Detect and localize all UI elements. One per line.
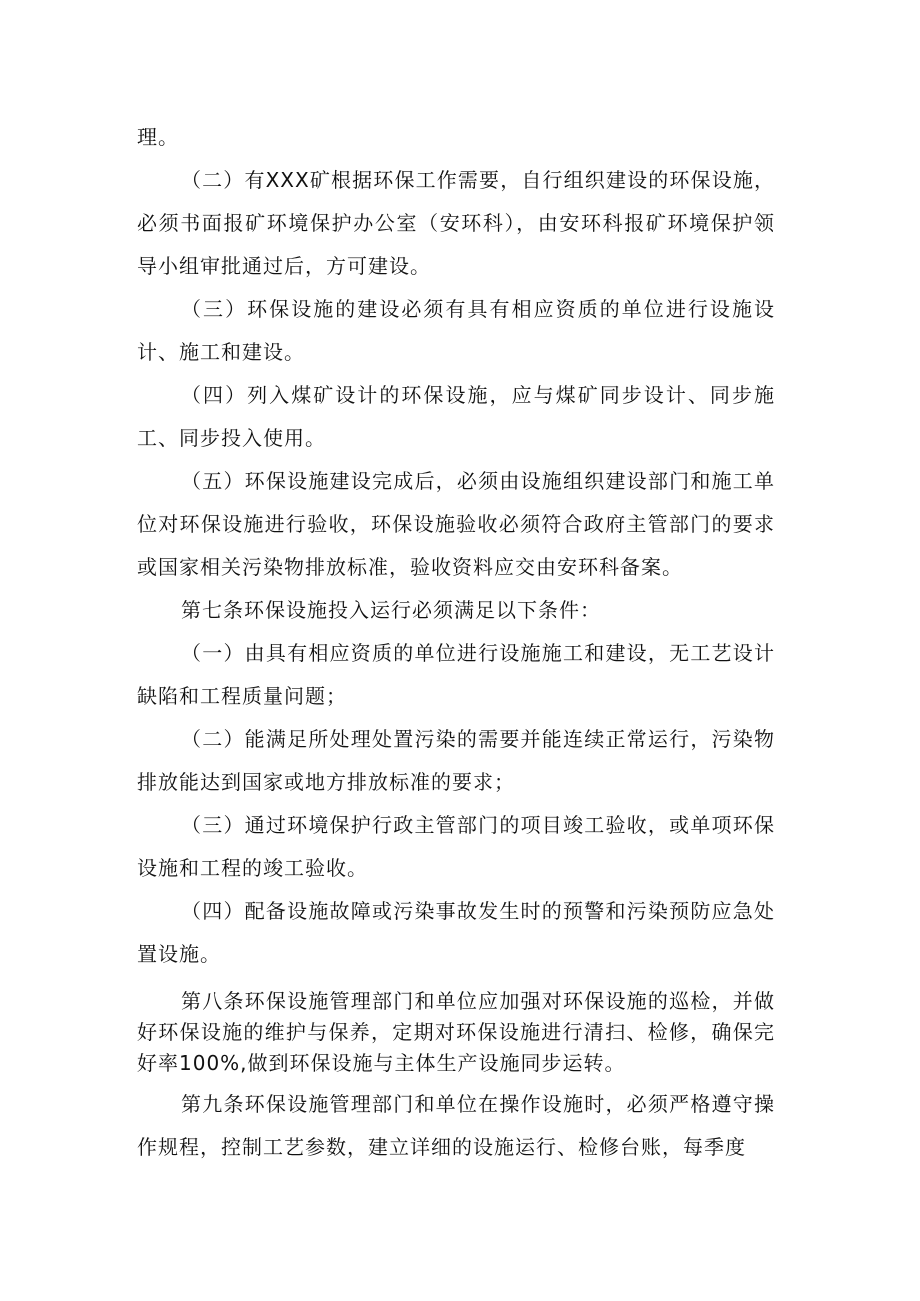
paragraph-continuation: 理。	[137, 125, 179, 149]
document-body	[137, 116, 775, 1169]
article-7-item-2: （二）能满足所处理处置污染的需要并能连续正常运行，污染物排放能达到国家或地方排放标准的要求；	[137, 727, 775, 794]
article-8: 第八条环保设施管理部门和单位应加强对环保设施的巡检，并做好环保设施的维护与保养，定期对环保设施进行清扫、检修，确保完好率100%,做到环保设施与主体生产设施同步运转。	[137, 989, 775, 1075]
paragraph-item-5: （五）环保设施建设完成后，必须由设施组织建设部门和施工单位对环保设施进行验收，环保设施验收必须符合政府主管部门的要求或国家相关污染物排放标准，验收资料应交由安环科备案。	[137, 469, 775, 579]
paragraph-item-2: （二）有XXX矿根据环保工作需要，自行组织建设的环保设施，必须书面报矿环境保护办公室（安环科），由安环科报矿环境保护领导小组审批通过后，方可建设。	[137, 168, 775, 278]
article-9: 第九条环保设施管理部门和单位在操作设施时，必须严格遵守操作规程，控制工艺参数，建立详细的设施运行、检修台账，每季度	[137, 1092, 775, 1159]
paragraph-item-4: （四）列入煤矿设计的环保设施，应与煤矿同步设计、同步施工、同步投入使用。	[137, 383, 775, 450]
article-7-item-4: （四）配备设施故障或污染事故发生时的预警和污染预防应急处置设施。	[137, 899, 775, 966]
paragraph-item-3: （三）环保设施的建设必须有具有相应资质的单位进行设施设计、施工和建设。	[137, 297, 775, 364]
article-7-item-1: （一）由具有相应资质的单位进行设施施工和建设，无工艺设计缺陷和工程质量问题；	[137, 641, 775, 708]
article-7-heading: 第七条环保设施投入运行必须满足以下条件：	[181, 598, 601, 622]
article-7-item-3: （三）通过环境保护行政主管部门的项目竣工验收，或单项环保设施和工程的竣工验收。	[137, 813, 775, 880]
